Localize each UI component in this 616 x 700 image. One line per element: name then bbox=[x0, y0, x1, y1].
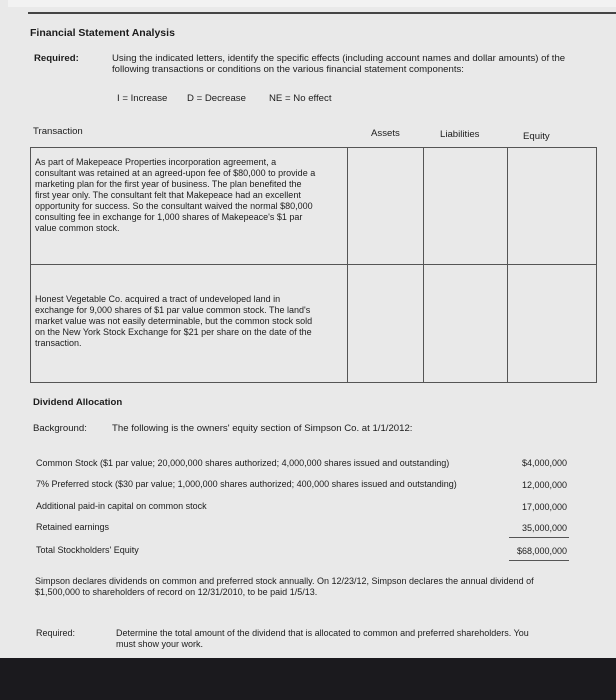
background-text: The following is the owners' equity section of Simpson Co. at 1/1/2012: bbox=[112, 423, 413, 434]
transaction-2-line: Honest Vegetable Co. acquired a tract of undeveloped land in bbox=[35, 294, 281, 304]
header-equity: Equity bbox=[523, 131, 550, 142]
transaction-1-line: opportunity for success. So the consultant waived the normal $80,000 bbox=[35, 201, 313, 211]
equity-cell-2[interactable] bbox=[507, 264, 597, 383]
transaction-1-line: As part of Makepeace Properties incorporation agreement, a bbox=[35, 157, 277, 167]
liabilities-cell-1[interactable] bbox=[423, 147, 508, 265]
equity-item-label: Common Stock ($1 par value; 20,000,000 shares authorized; 4,000,000 shares issued and outstanding) bbox=[36, 458, 450, 468]
equity-total-label: Total Stockholders' Equity bbox=[36, 545, 139, 555]
transaction-2-line: on the New York Stock Exchange for $21 per share on the date of the bbox=[35, 327, 312, 337]
equity-cell-1[interactable] bbox=[507, 147, 597, 265]
legend-decrease: D = Decrease bbox=[187, 93, 246, 104]
required-2-line-2: must show your work. bbox=[116, 639, 204, 649]
transaction-1-line: value common stock. bbox=[35, 223, 120, 233]
liabilities-cell-2[interactable] bbox=[423, 264, 508, 383]
note-line-1: Simpson declares dividends on common and preferred stock annually. On 12/23/12, Simpson declares the annual dividend of bbox=[35, 576, 534, 586]
legend-no-effect: NE = No effect bbox=[269, 93, 332, 104]
section-title-financial-analysis: Financial Statement Analysis bbox=[30, 27, 175, 39]
transaction-2-line: exchange for 9,000 shares of $1 par value common stock. The land's bbox=[35, 305, 311, 315]
equity-item-amount: $4,000,000 bbox=[521, 458, 567, 468]
equity-total-amount: $68,000,000 bbox=[516, 546, 567, 556]
background-label: Background: bbox=[33, 423, 87, 434]
header-assets: Assets bbox=[371, 128, 400, 139]
transaction-1-text bbox=[35, 157, 345, 234]
transaction-1-line: consultant was retained at an agreed-upon fee of $80,000 to provide a bbox=[35, 168, 316, 178]
transaction-1-line: marketing plan for the first year of business. The plan benefited the bbox=[35, 179, 302, 189]
transaction-2-line: market value was not easily determinable, but the common stock sold bbox=[35, 316, 313, 326]
equity-item-label: 7% Preferred stock ($30 par value; 1,000,000 shares authorized; 400,000 shares issued and outstanding) bbox=[36, 479, 457, 489]
dark-background bbox=[0, 658, 616, 700]
header-rule bbox=[28, 12, 616, 14]
note-line-2: $1,500,000 to shareholders of record on 12/31/2010, to be paid 1/5/13. bbox=[35, 587, 318, 597]
equity-item-amount: 35,000,000 bbox=[521, 523, 567, 533]
total-rule bbox=[509, 560, 569, 561]
assets-cell-2[interactable] bbox=[347, 264, 424, 383]
transaction-1-line: first year only. The consultant felt that Makepeace had an excellent bbox=[35, 190, 301, 200]
equity-item-amount: 17,000,000 bbox=[521, 502, 567, 512]
equity-item-label: Retained earnings bbox=[36, 522, 110, 532]
required-2-line-1: Determine the total amount of the dividend that is allocated to common and preferred shareholders. You bbox=[116, 628, 529, 638]
required-text-line-2: following transactions or conditions on the various financial statement components: bbox=[112, 64, 464, 75]
top-edge bbox=[8, 0, 616, 7]
section-title-dividend-allocation: Dividend Allocation bbox=[33, 397, 123, 408]
legend-increase: I = Increase bbox=[117, 93, 168, 104]
equity-item-label: Additional paid-in capital on common stock bbox=[36, 501, 207, 511]
equity-item-amount: 12,000,000 bbox=[521, 480, 567, 490]
subtotal-rule bbox=[509, 537, 569, 538]
transaction-2-text bbox=[35, 294, 345, 349]
transaction-2-line: transaction. bbox=[35, 338, 82, 348]
required-label: Required: bbox=[34, 53, 79, 64]
assets-cell-1[interactable] bbox=[347, 147, 424, 265]
transaction-1-line: consulting fee in exchange for 1,000 shares of Makepeace's $1 par bbox=[35, 212, 303, 222]
required-label-2: Required: bbox=[36, 628, 76, 638]
required-text-line-1: Using the indicated letters, identify the specific effects (including account names and dollar amounts) of the bbox=[112, 53, 566, 64]
header-transaction: Transaction bbox=[33, 126, 83, 137]
header-liabilities: Liabilities bbox=[440, 129, 480, 140]
